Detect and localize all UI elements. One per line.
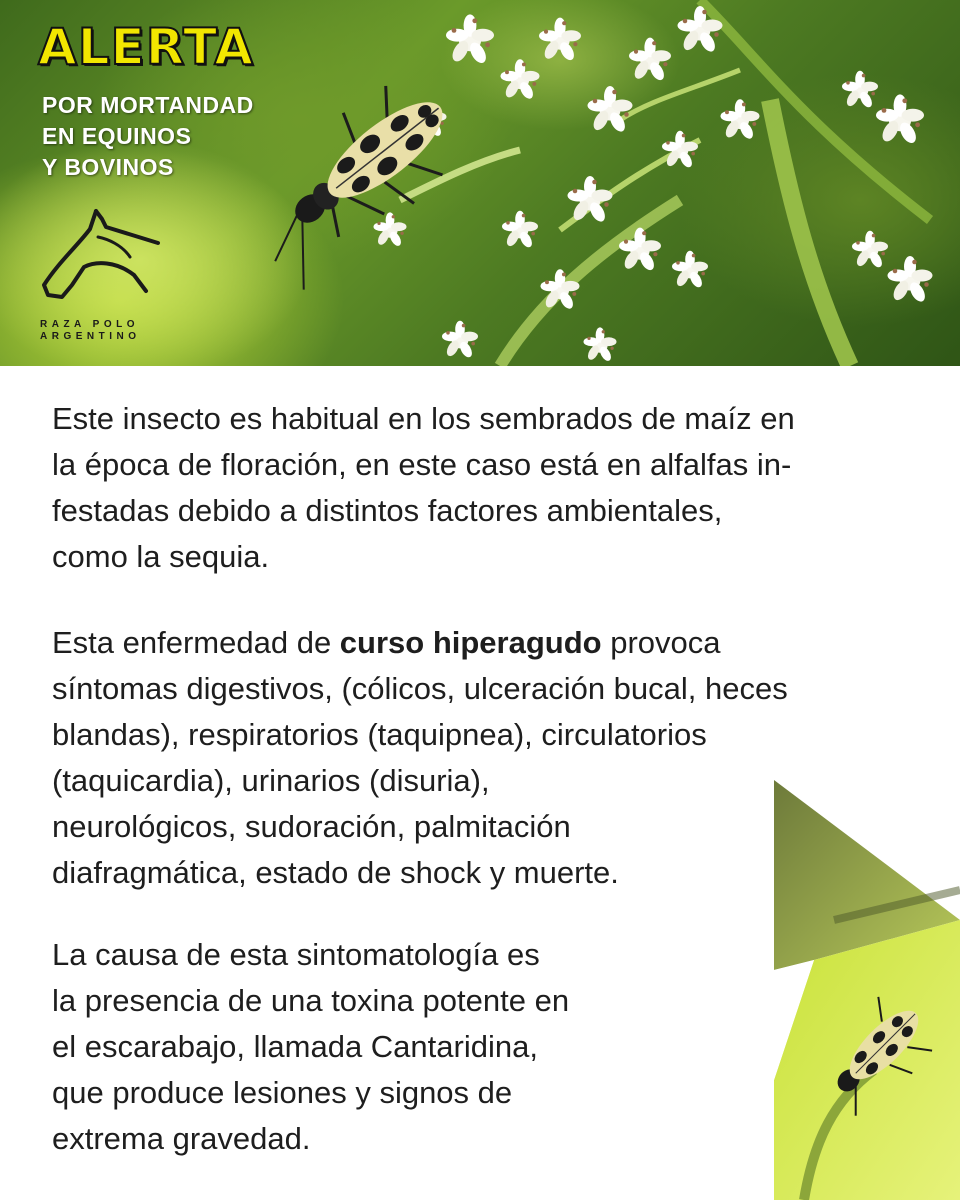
- raza-polo-argentino-logo: [38, 205, 168, 343]
- paragraph-cause: [52, 932, 569, 1162]
- text-line: Este insecto es habitual en los sembrados de maíz en: [52, 401, 795, 436]
- paragraph-symptoms: [52, 620, 788, 896]
- text-line: la época de floración, en este caso está en alfalfas in-: [52, 447, 792, 482]
- text-line: como la sequia.: [52, 539, 270, 574]
- logo-line: RAZA POLO: [40, 319, 140, 330]
- banner-photo: [0, 0, 960, 366]
- text-line: blandas), respiratorios (taquipnea), circulatorios: [52, 717, 707, 752]
- text-line: neurológicos, sudoración, palmitación: [52, 809, 571, 844]
- text-line: síntomas digestivos, (cólicos, ulceración bucal, heces: [52, 671, 788, 706]
- paragraph-insect-habitat: [52, 396, 795, 580]
- text-line: La causa de esta sintomatología es: [52, 937, 540, 972]
- logo-line: ARGENTINO: [40, 331, 141, 342]
- text-line: extrema gravedad.: [52, 1121, 311, 1156]
- alert-title: ALERTA: [38, 18, 254, 76]
- text-run: Esta enfermedad de: [52, 625, 340, 660]
- bold-phrase: curso hiperagudo: [339, 625, 602, 660]
- text-line: el escarabajo, llamada Cantaridina,: [52, 1029, 538, 1064]
- subtitle-line: POR MORTANDAD: [42, 92, 254, 118]
- alert-subtitle: [42, 90, 322, 183]
- text-line: [52, 620, 788, 666]
- text-line: que produce lesiones y signos de: [52, 1075, 513, 1110]
- horse-head-logo-icon: [38, 205, 163, 305]
- text-line: festadas debido a distintos factores ambientales,: [52, 493, 723, 528]
- decorative-beetle-chevrons: [774, 780, 960, 1200]
- subtitle-line: EN EQUINOS: [42, 123, 192, 149]
- text-run: provoca: [601, 625, 721, 660]
- subtitle-line: Y BOVINOS: [42, 154, 174, 180]
- text-line: (taquicardia), urinarios (disuria),: [52, 763, 490, 798]
- text-line: diafragmática, estado de shock y muerte.: [52, 855, 619, 890]
- text-line: la presencia de una toxina potente en: [52, 983, 570, 1018]
